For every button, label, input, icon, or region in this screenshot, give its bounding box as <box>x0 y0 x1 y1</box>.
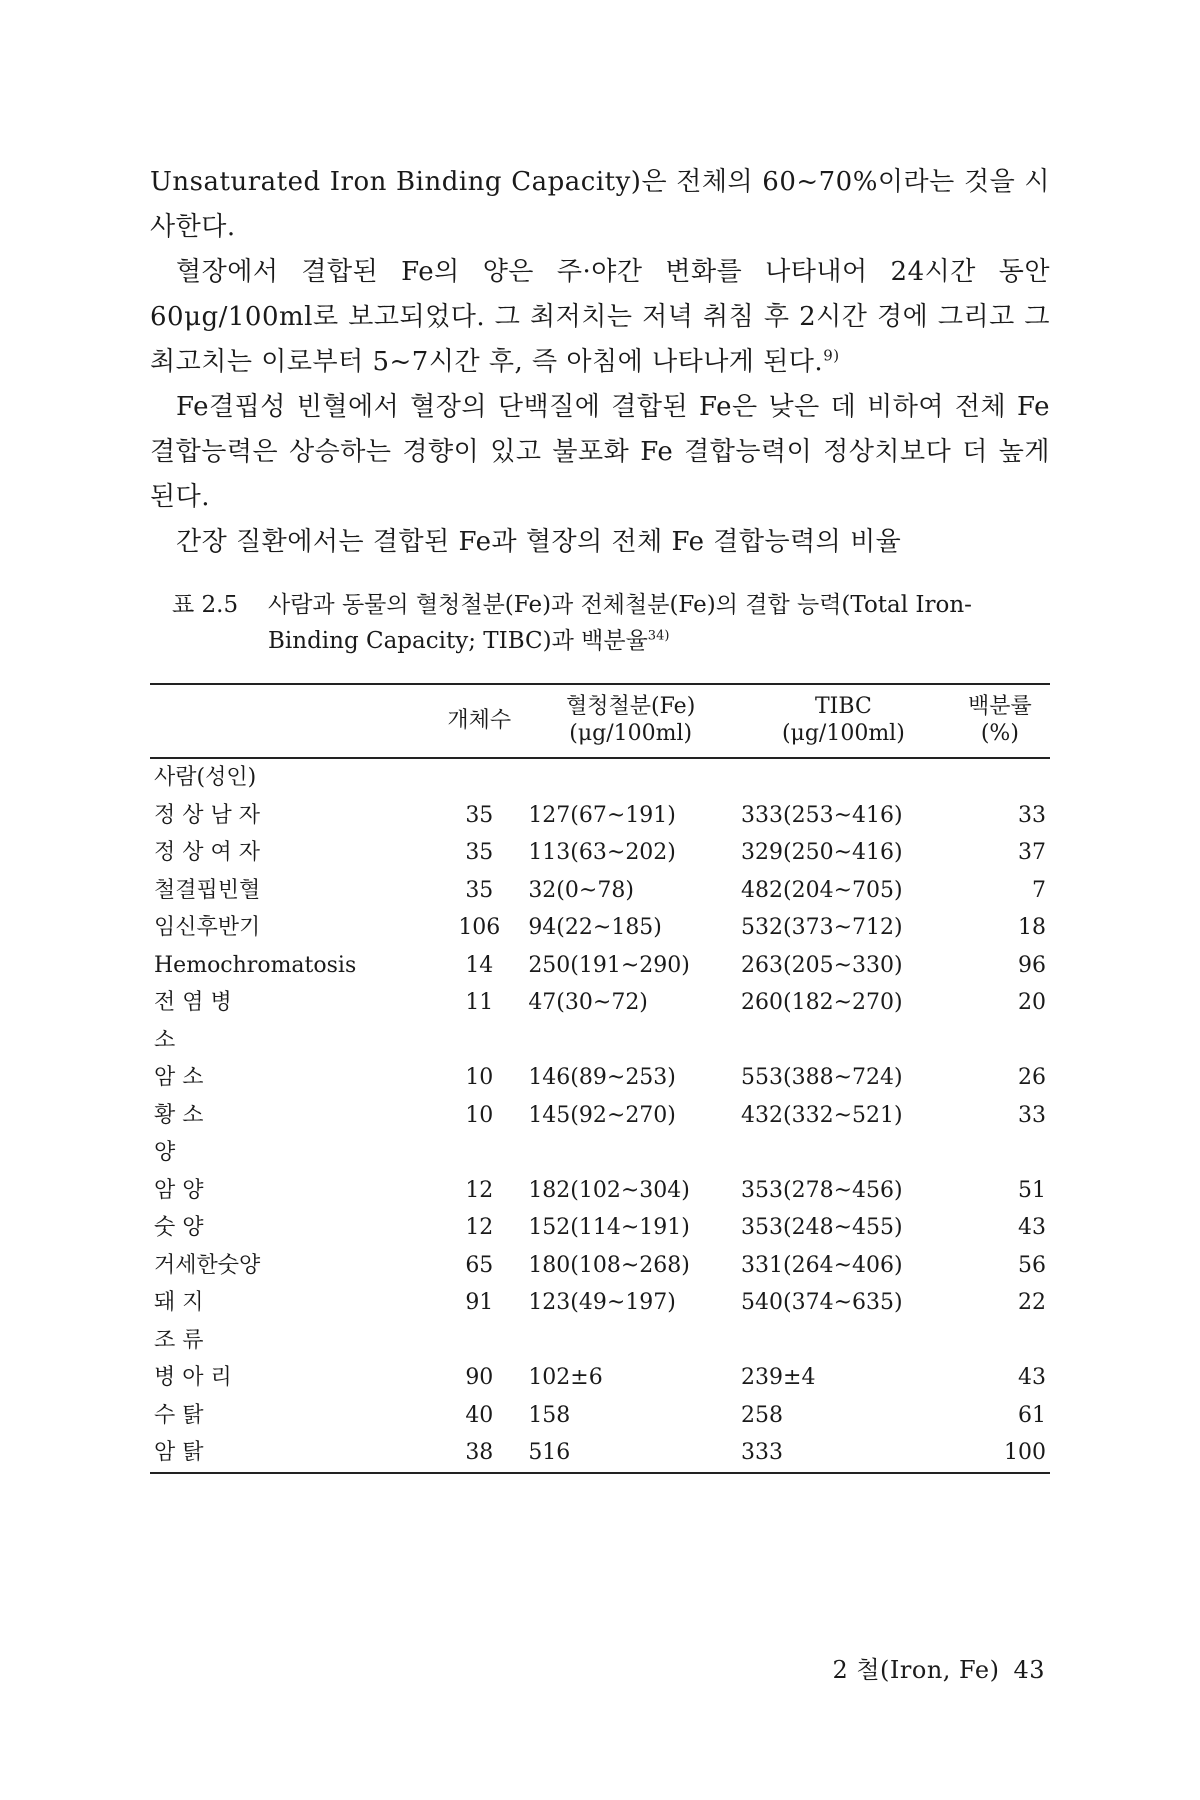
row-serum-fe: 47(30~72) <box>528 990 648 1015</box>
table-row <box>150 1397 1050 1435</box>
row-tibc: 260(182~270) <box>741 990 903 1015</box>
row-count: 65 <box>465 1252 494 1278</box>
row-percent: 18 <box>1018 915 1046 940</box>
table-row <box>150 984 1050 1022</box>
row-name: 전 염 병 <box>154 990 232 1015</box>
row-count: 35 <box>465 877 494 903</box>
paragraph: 간장 질환에서는 결합된 Fe과 혈장의 전체 Fe 결합능력의 비율 <box>176 527 902 557</box>
row-serum-fe: 113(63~202) <box>528 840 676 865</box>
table-caption-text: 사람과 동물의 혈청철분(Fe)과 전체철분(Fe)의 결합 능력(Total Iron-Binding Capacity; TIBC)과 백분율 <box>268 592 972 654</box>
header-serum-fe: 혈청철분(Fe) (μg/100ml) <box>524 684 737 758</box>
row-count: 10 <box>465 1065 494 1090</box>
row-name: 수 탉 <box>154 1402 204 1428</box>
row-serum-fe: 32(0~78) <box>528 877 634 903</box>
table-group-row <box>150 1134 1050 1172</box>
table-row <box>150 1247 1050 1285</box>
row-name: 임신후반기 <box>154 915 261 940</box>
row-name: 숫 양 <box>154 1215 204 1240</box>
row-serum-fe: 250(191~290) <box>528 952 690 978</box>
table-row <box>150 872 1050 910</box>
row-tibc: 333(253~416) <box>741 802 903 828</box>
header-count: 개체수 <box>434 684 524 758</box>
row-percent: 37 <box>1018 840 1046 865</box>
row-serum-fe: 182(102~304) <box>528 1177 690 1203</box>
row-tibc: 263(205~330) <box>741 952 903 978</box>
page-number: 43 <box>1013 1656 1045 1684</box>
row-name: 거세한숫양 <box>154 1252 261 1278</box>
row-serum-fe: 152(114~191) <box>528 1215 690 1240</box>
table-row <box>150 947 1050 985</box>
row-count: 12 <box>465 1177 494 1203</box>
row-serum-fe: 145(92~270) <box>528 1102 676 1128</box>
row-tibc: 482(204~705) <box>741 877 903 903</box>
row-serum-fe: 146(89~253) <box>528 1065 676 1090</box>
table-caption-label: 표 2.5 <box>172 592 239 618</box>
footnote-ref: 9) <box>823 346 840 365</box>
row-name: Hemochromatosis <box>154 952 357 978</box>
group-label: 조 류 <box>154 1327 204 1353</box>
table-row <box>150 834 1050 872</box>
row-tibc: 353(278~456) <box>741 1177 903 1203</box>
row-count: 40 <box>465 1402 494 1428</box>
row-percent: 22 <box>1018 1290 1046 1315</box>
table-group-row <box>150 1322 1050 1360</box>
table-group-row <box>150 1022 1050 1060</box>
row-count: 11 <box>465 990 494 1015</box>
row-percent: 20 <box>1018 990 1046 1015</box>
data-table <box>150 683 1050 1474</box>
row-tibc: 329(250~416) <box>741 840 903 865</box>
paragraph: Unsaturated Iron Binding Capacity)은 전체의 60~70%이라는 것을 시사한다. <box>150 167 1050 242</box>
document-page <box>150 160 1050 1474</box>
row-count: 91 <box>465 1290 494 1315</box>
header-name <box>150 684 434 758</box>
row-percent: 7 <box>1032 877 1046 903</box>
row-tibc: 540(374~635) <box>741 1290 903 1315</box>
row-name: 암 탉 <box>154 1440 204 1465</box>
row-percent: 51 <box>1018 1177 1046 1203</box>
row-count: 14 <box>465 952 494 978</box>
row-percent: 43 <box>1018 1215 1046 1240</box>
header-tibc: TIBC (μg/100ml) <box>737 684 950 758</box>
row-count: 38 <box>465 1440 494 1465</box>
row-percent: 56 <box>1018 1252 1046 1278</box>
row-percent: 100 <box>1004 1440 1046 1465</box>
row-count: 35 <box>465 840 494 865</box>
row-serum-fe: 516 <box>528 1440 571 1465</box>
table-row <box>150 797 1050 835</box>
row-percent: 26 <box>1018 1065 1046 1090</box>
row-name: 철결핍빈혈 <box>154 877 261 903</box>
row-tibc: 553(388~724) <box>741 1065 903 1090</box>
row-serum-fe: 180(108~268) <box>528 1252 690 1278</box>
row-name: 병 아 리 <box>154 1365 232 1390</box>
row-count: 106 <box>458 915 501 940</box>
row-tibc: 432(332~521) <box>741 1102 903 1128</box>
table-row <box>150 1097 1050 1135</box>
group-label: 양 <box>154 1140 176 1165</box>
footnote-ref: 34) <box>647 628 670 644</box>
group-label: 소 <box>154 1027 176 1053</box>
row-name: 황 소 <box>154 1102 204 1128</box>
table-body <box>150 758 1050 1473</box>
row-serum-fe: 94(22~185) <box>528 915 662 940</box>
row-percent: 33 <box>1018 1102 1046 1128</box>
row-count: 10 <box>465 1102 494 1128</box>
row-name: 암 소 <box>154 1065 204 1090</box>
table-row <box>150 909 1050 947</box>
table-row <box>150 1059 1050 1097</box>
group-label: 사람(성인) <box>154 765 257 790</box>
row-name: 정 상 여 자 <box>154 840 260 865</box>
row-serum-fe: 102±6 <box>528 1365 603 1390</box>
chapter-title: 2 철(Iron, Fe) <box>832 1656 1000 1684</box>
header-percent: 백분률 (%) <box>950 684 1050 758</box>
row-tibc: 331(264~406) <box>741 1252 903 1278</box>
row-count: 90 <box>465 1365 494 1390</box>
row-serum-fe: 158 <box>528 1402 571 1428</box>
row-tibc: 532(373~712) <box>741 915 903 940</box>
row-name: 정 상 남 자 <box>154 802 260 828</box>
row-count: 35 <box>465 802 494 828</box>
row-serum-fe: 127(67~191) <box>528 802 676 828</box>
row-tibc: 258 <box>741 1402 784 1428</box>
table-row <box>150 1172 1050 1210</box>
table-row <box>150 1359 1050 1397</box>
row-tibc: 353(248~455) <box>741 1215 903 1240</box>
row-percent: 33 <box>1018 802 1046 828</box>
row-percent: 61 <box>1018 1402 1046 1428</box>
table-group-row <box>150 758 1050 797</box>
row-name: 돼 지 <box>154 1290 204 1315</box>
table-row <box>150 1209 1050 1247</box>
body-text <box>150 160 1050 565</box>
row-tibc: 333 <box>741 1440 784 1465</box>
table-row <box>150 1434 1050 1473</box>
paragraph: 혈장에서 결합된 Fe의 양은 주·야간 변화를 나타내어 24시간 동안 60μg/100ml로 보고되었다. 그 최저치는 저녁 취침 후 2시간 경에 그리고 그 최고치는 이로부터 5~7시간 후, 즉 아침에 나타나게 된다.$^{9)}$ <box>150 257 1050 377</box>
row-percent: 43 <box>1018 1365 1046 1390</box>
row-tibc: 239±4 <box>741 1365 816 1390</box>
paragraph: Fe결핍성 빈혈에서 혈장의 단백질에 결합된 Fe은 낮은 데 비하여 전체 Fe 결합능력은 상승하는 경향이 있고 불포화 Fe 결합능력이 정상치보다 더 높게 된다. <box>150 392 1050 512</box>
row-name: 암 양 <box>154 1177 204 1203</box>
row-percent: 96 <box>1018 952 1046 978</box>
row-count: 12 <box>465 1215 494 1240</box>
row-serum-fe: 123(49~197) <box>528 1290 676 1315</box>
table-caption <box>150 587 1050 659</box>
table-row <box>150 1284 1050 1322</box>
page-footer <box>832 1650 1045 1685</box>
table-header-row <box>150 684 1050 758</box>
